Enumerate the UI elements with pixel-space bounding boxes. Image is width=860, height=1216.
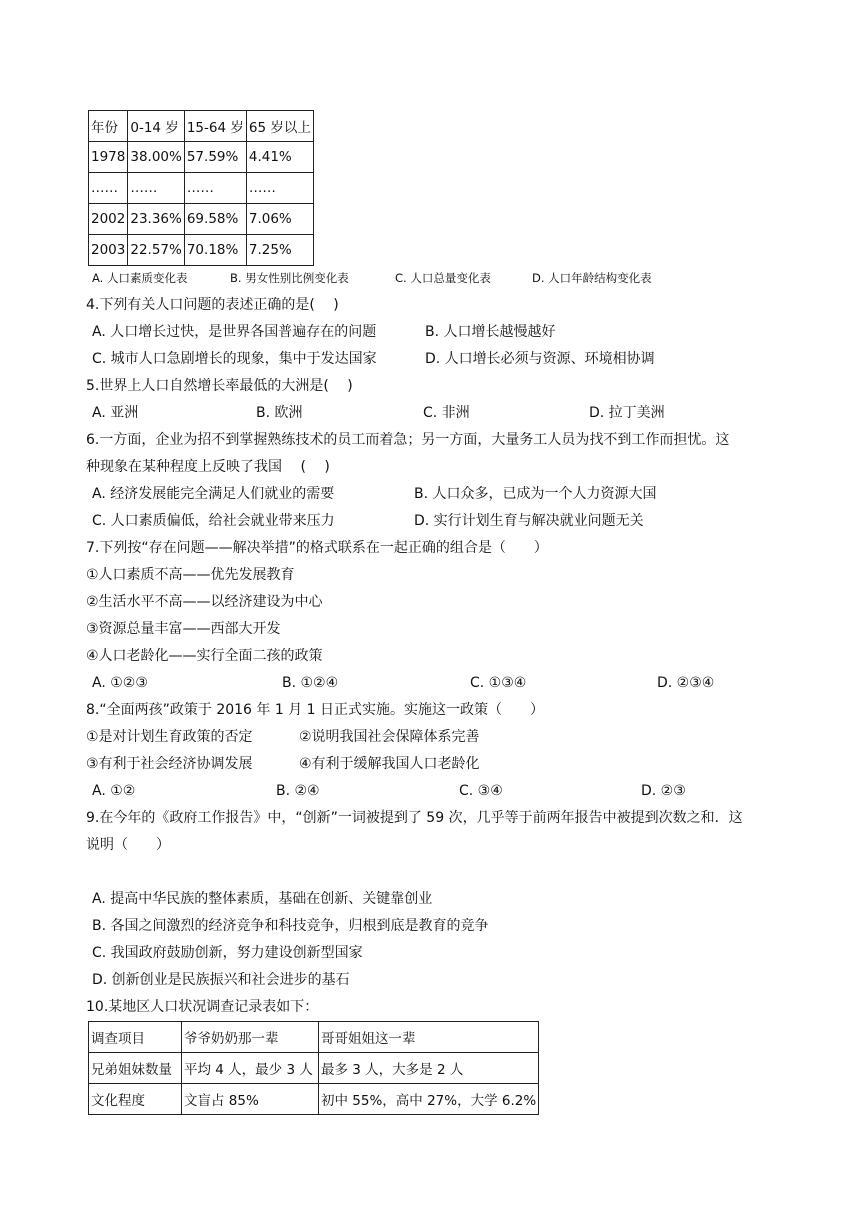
- option-a: A. 经济发展能完全满足人们就业的需要: [92, 486, 335, 502]
- question-stem: 7.下列按“存在问题——解决举措”的格式联系在一起正确的组合是（ ）: [86, 540, 548, 556]
- table-cell: 7.25%: [246, 235, 313, 266]
- table-cell: 38.00%: [128, 142, 184, 173]
- option-b: B. 男女性别比例变化表: [230, 271, 349, 285]
- table-cell: 15-64 岁: [184, 111, 246, 142]
- option-a: A. ①②: [92, 783, 136, 799]
- table-cell: 2003: [89, 235, 128, 266]
- option-b: B. ②④: [276, 783, 320, 799]
- option-c: C. ③④: [459, 783, 503, 799]
- option-c: C. 我国政府鼓励创新，努力建设创新型国家: [92, 945, 363, 961]
- table-row: [89, 111, 314, 142]
- table-row: [89, 1053, 539, 1084]
- option-c: C. ①③④: [470, 675, 527, 691]
- table-cell: 70.18%: [184, 235, 246, 266]
- question-stem: 9.在今年的《政府工作报告》中，“创新”一词被提到了 59 次，几乎等于前两年报告中被提到次数之和．这: [86, 810, 743, 826]
- table-row: [89, 235, 314, 266]
- statement-item: ③有利于社会经济协调发展: [86, 756, 253, 772]
- statement-item: ④人口老龄化——实行全面二孩的政策: [86, 648, 323, 664]
- table-cell: 65 岁以上: [246, 111, 313, 142]
- table-cell: 文化程度: [89, 1084, 182, 1115]
- statement-item: ①是对计划生育政策的否定: [86, 729, 253, 745]
- option-a: A. ①②③: [92, 675, 148, 691]
- option-a: A. 人口素质变化表: [92, 271, 188, 285]
- table-row: [89, 1022, 539, 1053]
- table-cell: ……: [89, 173, 128, 204]
- option-a: A. 亚洲: [92, 405, 139, 421]
- table-cell: 调查项目: [89, 1022, 182, 1053]
- statement-item: ①人口素质不高——优先发展教育: [86, 567, 295, 583]
- question-stem-cont: 种现象在某种程度上反映了我国 ( ): [86, 459, 330, 475]
- table-row: [89, 204, 314, 235]
- option-d: D. 人口年龄结构变化表: [532, 271, 652, 285]
- table-cell: ……: [246, 173, 313, 204]
- table-cell: 平均 4 人，最少 3 人: [182, 1053, 319, 1084]
- question-stem-cont: 说明（ ）: [86, 837, 170, 853]
- table-cell: ……: [184, 173, 246, 204]
- option-c: C. 人口素质偏低，给社会就业带来压力: [92, 513, 335, 529]
- table-cell: 文盲占 85%: [182, 1084, 319, 1115]
- option-d: D. 实行计划生育与解决就业问题无关: [414, 513, 644, 529]
- statement-item: ②生活水平不高——以经济建设为中心: [86, 594, 323, 610]
- table-cell: 4.41%: [246, 142, 313, 173]
- question-stem: 4.下列有关人口问题的表述正确的是( ): [86, 297, 339, 313]
- option-b: B. 各国之间激烈的经济竞争和科技竞争，归根到底是教育的竞争: [92, 918, 489, 934]
- table-row: [89, 142, 314, 173]
- table-cell: 1978: [89, 142, 128, 173]
- option-d: D. 人口增长必须与资源、环境相协调: [425, 351, 655, 367]
- table-cell: ……: [128, 173, 184, 204]
- table-cell: 7.06%: [246, 204, 313, 235]
- option-a: A. 人口增长过快，是世界各国普遍存在的问题: [92, 324, 377, 340]
- question-stem: 8.“全面两孩”政策于 2016 年 1 月 1 日正式实施。实施这一政策（ ）: [86, 702, 545, 718]
- option-b: B. 欧洲: [256, 405, 303, 421]
- table-cell: 爷爷奶奶那一辈: [182, 1022, 319, 1053]
- option-b: B. 人口众多，已成为一个人力资源大国: [414, 486, 657, 502]
- option-d: D. 拉丁美洲: [589, 405, 665, 421]
- table-cell: 23.36%: [128, 204, 184, 235]
- age-structure-table: [88, 110, 314, 266]
- option-d: D. 创新创业是民族振兴和社会进步的基石: [92, 972, 350, 988]
- table-row: [89, 173, 314, 204]
- option-b: B. ①②④: [282, 675, 339, 691]
- table-cell: 哥哥姐姐这一辈: [319, 1022, 539, 1053]
- table-cell: 最多 3 人，大多是 2 人: [319, 1053, 539, 1084]
- question-stem: 5.世界上人口自然增长率最低的大洲是( ): [86, 378, 353, 394]
- option-c: C. 人口总量变化表: [395, 271, 491, 285]
- statement-item: ④有利于缓解我国人口老龄化: [299, 756, 480, 772]
- table-cell: 年份: [89, 111, 128, 142]
- population-survey-table: [88, 1021, 539, 1115]
- question-stem: 6.一方面，企业为招不到掌握熟练技术的员工而着急；另一方面，大量务工人员为找不到工作而担忧。这: [86, 432, 730, 448]
- option-a: A. 提高中华民族的整体素质，基础在创新、关键靠创业: [92, 891, 433, 907]
- statement-item: ③资源总量丰富——西部大开发: [86, 621, 281, 637]
- table-cell: 初中 55%，高中 27%，大学 6.2%: [319, 1084, 539, 1115]
- option-d: D. ②③: [641, 783, 686, 799]
- table-cell: 2002: [89, 204, 128, 235]
- question-stem: 10.某地区人口状况调查记录表如下：: [86, 999, 319, 1015]
- option-b: B. 人口增长越慢越好: [425, 324, 556, 340]
- statement-item: ②说明我国社会保障体系完善: [299, 729, 480, 745]
- table-cell: 兄弟姐妹数量: [89, 1053, 182, 1084]
- table-cell: 57.59%: [184, 142, 246, 173]
- table-cell: 69.58%: [184, 204, 246, 235]
- option-c: C. 城市人口急剧增长的现象，集中于发达国家: [92, 351, 377, 367]
- table-cell: 0-14 岁: [128, 111, 184, 142]
- option-d: D. ②③④: [657, 675, 715, 691]
- table-row: [89, 1084, 539, 1115]
- option-c: C. 非洲: [423, 405, 470, 421]
- table-cell: 22.57%: [128, 235, 184, 266]
